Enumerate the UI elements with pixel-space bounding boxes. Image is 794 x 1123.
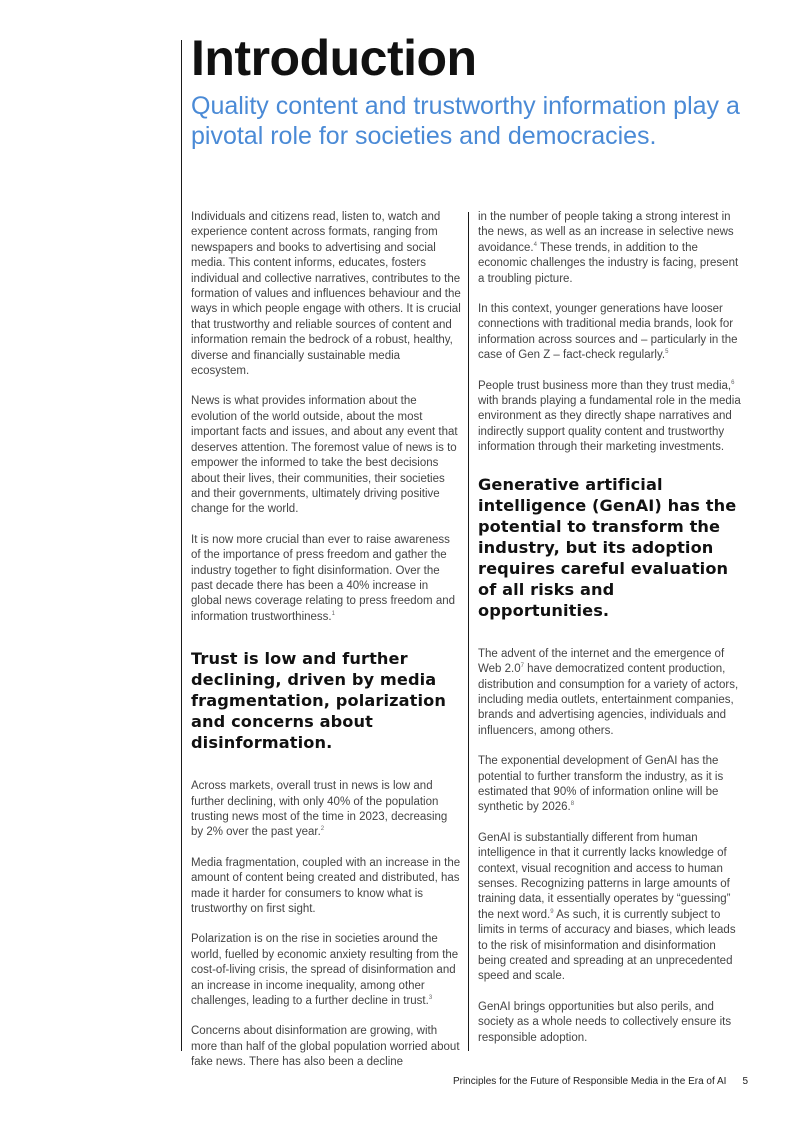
- footnote-ref: 5: [665, 349, 669, 356]
- paragraph: GenAI is substantially different from human intelligence in that it currently lacks knowledge of context, visual recognition and access to human senses. Recognizing patterns in large amounts of training data, it essentially operates by “guessing” the next word.$^9$ As such, it is currently subject to limits in terms of accuracy and biases, which leads to the risk of misinformation and disinformation being created and spreading at an unprecedented speed and scale.: [478, 831, 736, 983]
- footnote-ref: 2: [320, 826, 325, 833]
- page-subtitle: Quality content and trustworthy information play a pivotal role for societies and democracies.: [191, 92, 740, 150]
- paragraph: Concerns about disinformation are growing, with more than half of the global population worried about fake news. There has also been a decline: [191, 1025, 460, 1069]
- paragraph: The exponential development of GenAI has the potential to further transform the industry, as it is estimated that 90% of information online will be synthetic by 2026.$^8$: [478, 755, 724, 814]
- footnote-ref: 6: [731, 379, 735, 386]
- paragraph: In this context, younger generations have looser connections with traditional media brands, look for information across sources and – particularly in the case of Gen Z – fact-check regularly.$^5$: [478, 303, 738, 362]
- left-rule: [181, 40, 182, 1051]
- section-heading: Trust is low and further declining, driven by media fragmentation, polarization and concerns about disinformation.: [191, 649, 446, 753]
- footnote-ref: 3: [428, 995, 433, 1002]
- paragraph: Across markets, overall trust in news is low and further declining, with only 40% of the population trusting news most of the time in 2023, decreasing by 2% over the past year.$^2$: [191, 780, 448, 839]
- paragraph: Media fragmentation, coupled with an increase in the amount of content being created and distributed, has made it harder for consumers to know what is trustworthy on first sight.: [191, 856, 461, 915]
- page-footer: [453, 1076, 748, 1087]
- footnote-ref: 9: [550, 908, 554, 915]
- footnote-ref: 4: [533, 241, 537, 248]
- left-column: [191, 210, 461, 1086]
- paragraph: The advent of the internet and the emergence of Web $2.0^7$ have democratized content production, distribution and consumption for a variety of actors, including media outlets, entertainment companies, brands and advertising agencies, individuals and influencers, among others.: [478, 647, 739, 737]
- paragraph: Individuals and citizens read, listen to, watch and experience content across formats, ranging from newspapers and books to advertising and social media. This content informs, educates, fosters individual and collective narratives, contributes to the formation of values and influences behaviour and the ways in which people engage with others. It is crucial that trustworthy and reliable sources of content and information remain the bedrock of a robust, healthy, diverse and financially sustainable media ecosystem.: [191, 211, 461, 378]
- paragraph: It is now more crucial than ever to raise awareness of the importance of press freedom and gather the industry together to fight disinformation. Over the past decade there has been a 40% increase in global news coverage relating to press freedom and information trustworthiness.$^1$: [191, 533, 456, 623]
- paragraph: People trust business more than they trust media,$^6$ with brands playing a fundamental role in the media environment as they directly shape narratives and indirectly support quality content and trustworthy information through their marketing investments.: [478, 379, 741, 454]
- footer-title: Principles for the Future of Responsible Media in the Era of AI: [452, 1076, 727, 1087]
- paragraph: GenAI brings opportunities but also perils, and society as a whole needs to collectively ensure its responsible adoption.: [478, 1000, 732, 1044]
- right-column: [478, 210, 744, 1061]
- page-number: 5: [742, 1076, 748, 1087]
- paragraph: News is what provides information about the evolution of the world outside, about the most important facts and issues, and about any event that deserves attention. The foremost value of news is to empower the informed to take the best decisions about their lives, their communities, their societies and their governments, ultimately driving positive change for the world.: [191, 395, 458, 516]
- page-title: Introduction: [191, 30, 477, 86]
- section-heading: Generative artificial intelligence (GenAI) has the potential to transform the industry, but its adoption requires careful evaluation of all risks and opportunities.: [478, 474, 737, 620]
- footnote-ref: 8: [570, 801, 575, 808]
- column-rule: [468, 212, 469, 1051]
- footnote-ref: 7: [520, 663, 524, 670]
- footnote-ref: 1: [331, 610, 335, 617]
- paragraph: in the number of people taking a strong interest in the news, as well as an increase in selective news avoidance.$^4$ These trends, in addition to the economic challenges the industry is facing, present a troubling picture.: [478, 211, 739, 285]
- paragraph: Polarization is on the rise in societies around the world, fuelled by economic anxiety resulting from the cost-of-living crisis, the spread of disinformation and an increase in income inequality, among other challenges, leading to a further decline in trust.$^3$: [191, 933, 459, 1008]
